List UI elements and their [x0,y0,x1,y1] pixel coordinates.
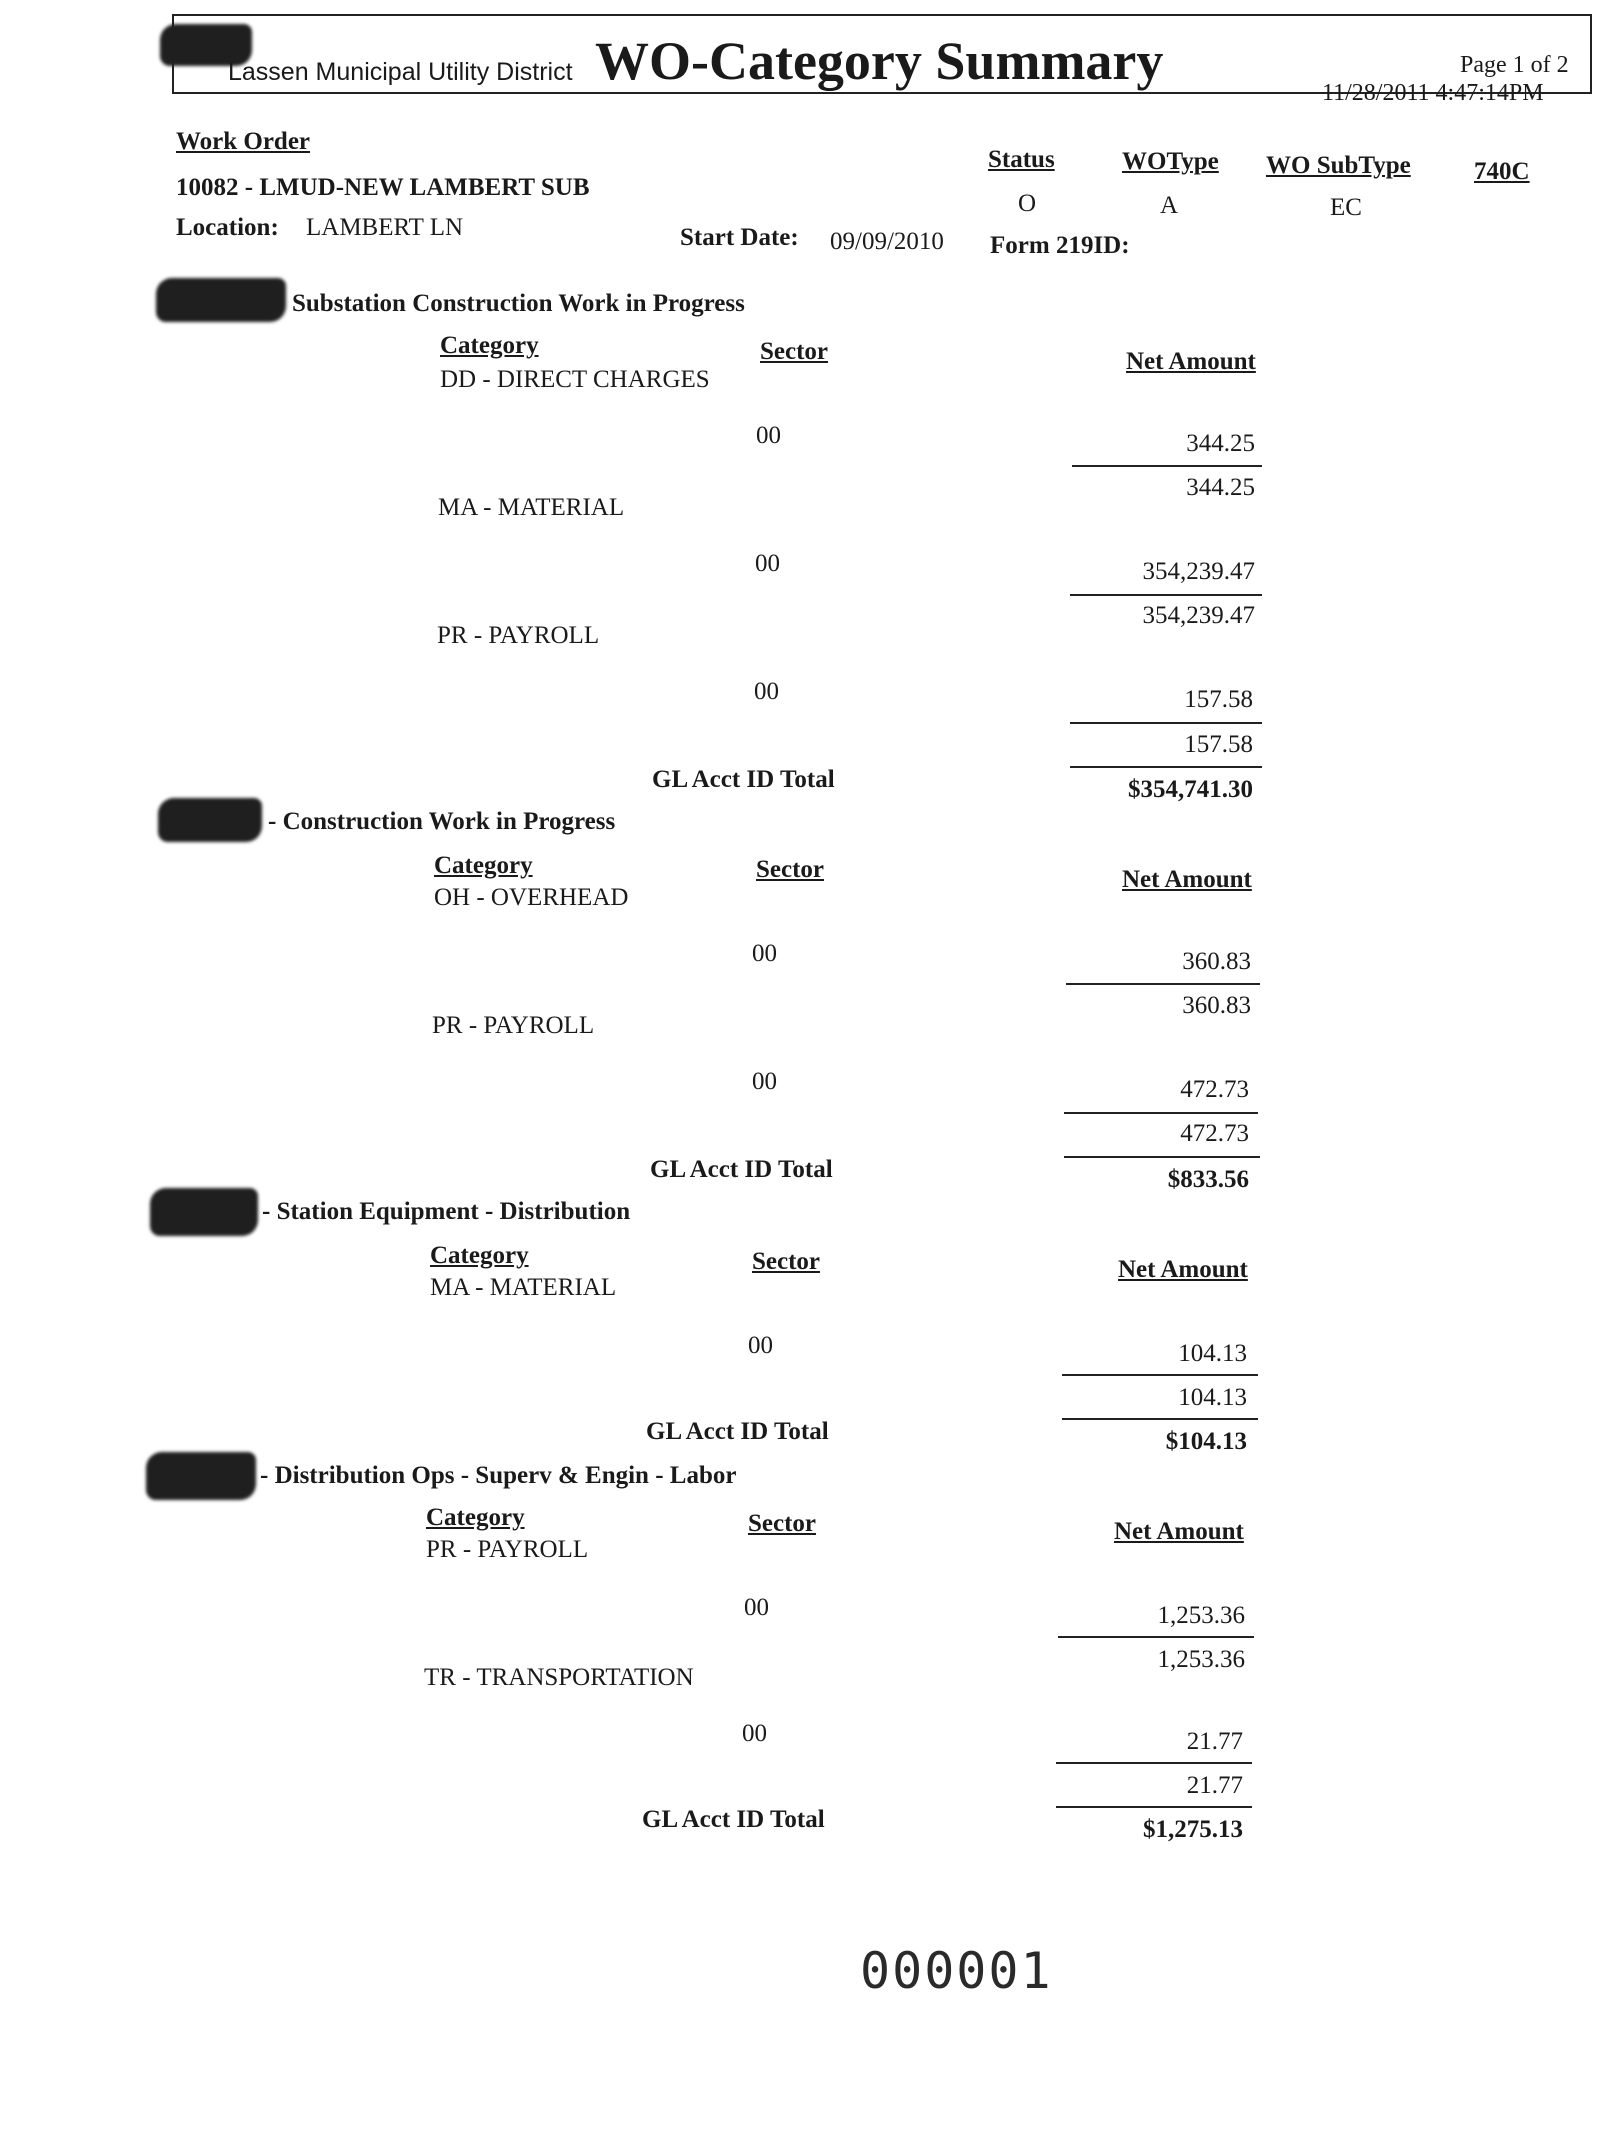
net-amount-header: Net Amount [1118,1256,1248,1283]
section-title: - Station Equipment - Distribution [262,1198,631,1225]
start-date-label: Start Date: [680,224,799,251]
wosubtype-label: WO SubType [1266,152,1411,179]
subtotal-rule [1058,1636,1254,1638]
section-title: Substation Construction Work in Progress [292,290,745,317]
line-amount: 1,253.36 [1157,1602,1245,1629]
gl-total-amount: $833.56 [1167,1166,1249,1193]
work-order-label: Work Order [176,128,311,155]
redaction-mark [158,798,262,842]
sector-header: Sector [752,1248,821,1275]
gl-total-label: GL Acct ID Total [652,766,835,793]
location-label: Location: [176,214,279,241]
sector-code: 00 [748,1332,773,1359]
subtotal-rule [1070,722,1262,724]
redaction-mark [150,1188,258,1236]
wosubtype-value: EC [1330,194,1362,221]
status-value: O [1018,190,1037,217]
category-name: PR - PAYROLL [437,622,600,649]
gl-total-label: GL Acct ID Total [642,1806,825,1833]
status-label: Status [988,146,1055,173]
net-amount-header: Net Amount [1114,1518,1244,1545]
start-date-value: 09/09/2010 [830,228,944,255]
company-name: Lassen Municipal Utility District [228,58,573,86]
line-amount: 360.83 [1182,948,1251,975]
subtotal-rule [1066,983,1260,985]
section-title: - Construction Work in Progress [268,808,616,835]
subtotal-rule [1072,465,1262,467]
sector-code: 00 [752,940,777,967]
line-amount: 157.58 [1184,686,1253,713]
report-title: WO-Category Summary [595,31,1164,91]
gl-total-label: GL Acct ID Total [646,1418,829,1445]
sector-code: 00 [742,1720,767,1747]
line-subtotal: 472.73 [1180,1120,1249,1147]
category-name: DD - DIRECT CHARGES [440,366,710,393]
line-subtotal: 1,253.36 [1157,1646,1245,1673]
sector-header: Sector [748,1510,817,1537]
category-header: Category [430,1242,529,1269]
work-order-number: 10082 - LMUD-NEW LAMBERT SUB [176,174,590,201]
category-name: PR - PAYROLL [426,1536,589,1563]
sector-code: 00 [754,678,779,705]
subtotal-rule [1064,1112,1258,1114]
sector-code: 00 [756,422,781,449]
line-amount: 354,239.47 [1142,558,1255,585]
line-amount: 104.13 [1178,1340,1247,1367]
category-name: TR - TRANSPORTATION [424,1664,694,1691]
category-header: Category [434,852,533,879]
line-subtotal: 354,239.47 [1142,602,1255,629]
total-rule [1056,1806,1252,1808]
wotype-label: WOType [1122,148,1219,175]
category-name: PR - PAYROLL [432,1012,595,1039]
total-rule [1064,1156,1260,1158]
redaction-mark [156,278,286,322]
gl-total-amount: $1,275.13 [1143,1816,1243,1843]
sector-code: 00 [755,550,780,577]
location-value: LAMBERT LN [306,214,464,241]
print-datetime: 11/28/2011 4:47:14PM [1322,80,1544,106]
category-name: MA - MATERIAL [438,494,625,521]
wotype-value: A [1160,192,1179,219]
document-stamp-number: 000001 [860,1942,1053,2000]
wo-code: 740C [1474,158,1530,185]
page-number: Page 1 of 2 [1460,52,1569,78]
line-subtotal: 344.25 [1186,474,1255,501]
category-name: OH - OVERHEAD [434,884,629,911]
gl-total-amount: $104.13 [1165,1428,1247,1455]
gl-total-amount: $354,741.30 [1128,776,1253,803]
subtotal-rule [1062,1374,1258,1376]
sector-code: 00 [752,1068,777,1095]
line-subtotal: 157.58 [1184,731,1253,758]
category-header: Category [440,332,539,359]
section-title: - Distribution Ops - Superv & Engin - Labor [260,1462,737,1489]
subtotal-rule [1070,594,1262,596]
redaction-mark [146,1452,256,1500]
sector-header: Sector [760,338,829,365]
sector-code: 00 [744,1594,769,1621]
line-amount: 472.73 [1180,1076,1249,1103]
line-amount: 344.25 [1186,430,1255,457]
form-219-label: Form 219ID: [990,232,1130,259]
line-subtotal: 360.83 [1182,992,1251,1019]
total-rule [1070,766,1262,768]
category-name: MA - MATERIAL [430,1274,617,1301]
line-amount: 21.77 [1186,1728,1243,1755]
gl-total-label: GL Acct ID Total [650,1156,833,1183]
line-subtotal: 104.13 [1178,1384,1247,1411]
category-header: Category [426,1504,525,1531]
total-rule [1062,1418,1258,1420]
sector-header: Sector [756,856,825,883]
net-amount-header: Net Amount [1126,348,1256,375]
subtotal-rule [1056,1762,1252,1764]
line-subtotal: 21.77 [1186,1772,1243,1799]
net-amount-header: Net Amount [1122,866,1252,893]
